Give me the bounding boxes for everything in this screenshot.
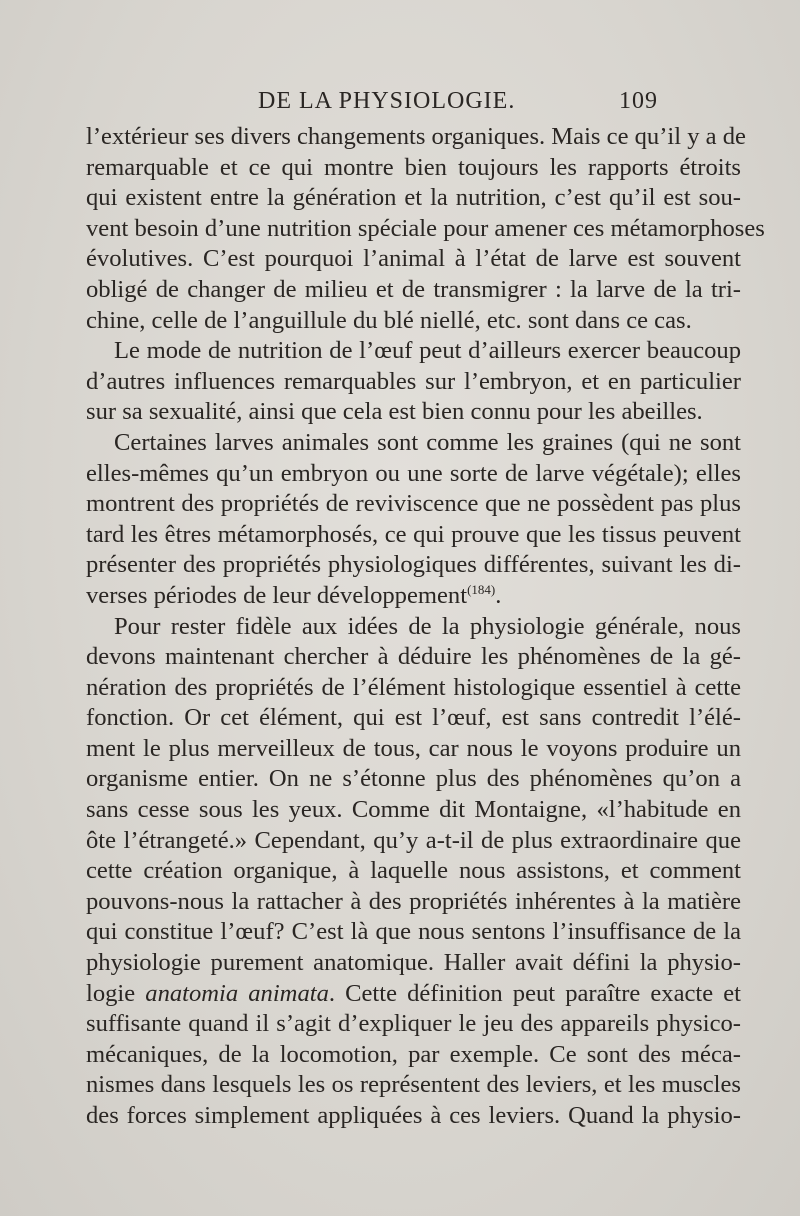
text-line: ment le plus merveilleux de tous, car nous le voyons produire un bbox=[86, 734, 741, 762]
paragraph-3 bbox=[86, 428, 741, 612]
text-line: qui existent entre la génération et la nutrition, c’est qu’il est sou- bbox=[86, 184, 741, 212]
text-line: Certaines larves animales sont comme les graines (qui ne sont bbox=[114, 428, 741, 456]
paragraph-2 bbox=[86, 336, 741, 428]
text-line: suffisante quand il s’agit d’expliquer le jeu des appareils physico- bbox=[86, 1010, 741, 1038]
text-line: chine, celle de l’anguillule du blé niellé, etc. sont dans ce cas. bbox=[86, 306, 692, 334]
text-line: tard les êtres métamorphosés, ce qui prouve que les tissus peuvent bbox=[86, 520, 741, 548]
text-line: obligé de changer de milieu et de transmigrer : la larve de la tri- bbox=[86, 275, 741, 303]
text-line: sur sa sexualité, ainsi que cela est bien connu pour les abeilles. bbox=[86, 398, 703, 426]
paragraph-1 bbox=[86, 122, 765, 336]
text-line: fonction. Or cet élément, qui est l’œuf, est sans contredit l’élé- bbox=[86, 704, 741, 732]
text-line: organisme entier. On ne s’étonne plus des phénomènes qu’on a bbox=[86, 765, 741, 793]
footnote-reference[interactable]: (184) bbox=[467, 581, 496, 597]
running-title: DE LA PHYSIOLOGIE. bbox=[258, 88, 516, 114]
text-line: d’autres influences remarquables sur l’embryon, et en particulier bbox=[86, 367, 741, 395]
text-line: montrent des propriétés de reviviscence que ne possèdent pas plus bbox=[86, 490, 741, 518]
text-line: vent besoin d’une nutrition spéciale pour amener ces métamorphoses bbox=[86, 214, 765, 242]
text-line: présenter des propriétés physiologiques différentes, suivant les di- bbox=[86, 551, 741, 579]
text-line: remarquable et ce qui montre bien toujours les rapports étroits bbox=[86, 153, 741, 181]
paragraph-4 bbox=[86, 612, 741, 1132]
text-line-content: verses périodes de leur développement bbox=[86, 581, 468, 609]
text-line: elles-mêmes qu’un embryon ou une sorte de larve végétale); elles bbox=[86, 459, 741, 487]
text-line: l’extérieur ses divers changements organiques. Mais ce qu’il y a de bbox=[86, 123, 746, 150]
text-line: Le mode de nutrition de l’œuf peut d’ailleurs exercer beaucoup bbox=[114, 337, 741, 365]
body-text bbox=[86, 122, 765, 1132]
text-line: nération des propriétés de l’élément histologique essentiel à cette bbox=[86, 673, 741, 701]
page-number: 109 bbox=[619, 88, 658, 114]
text-line: cette création organique, à laquelle nous assistons, et comment bbox=[86, 857, 741, 885]
text-line: qui constitue l’œuf? C’est là que nous sentons l’insuffisance de la bbox=[86, 918, 741, 946]
text-line-start: logie bbox=[86, 979, 146, 1007]
end-punctuation: . bbox=[495, 581, 502, 609]
text-line: nismes dans lesquels les os représentent des leviers, et les muscles bbox=[86, 1071, 741, 1099]
page-header bbox=[258, 88, 658, 118]
text-line bbox=[86, 979, 741, 1010]
text-line: Pour rester fidèle aux idées de la physiologie générale, nous bbox=[114, 612, 741, 640]
text-line: devons maintenant chercher à déduire les phénomènes de la gé- bbox=[86, 643, 741, 671]
latin-term: anatomia animata bbox=[145, 979, 329, 1007]
text-line: des forces simplement appliquées à ces leviers. Quand la physio- bbox=[86, 1102, 741, 1129]
text-line: physiologie purement anatomique. Haller avait défini la physio- bbox=[86, 949, 741, 977]
text-line: ôte l’étrangeté.» Cependant, qu’y a-t-il de plus extraordinaire que bbox=[86, 826, 741, 854]
text-line: évolutives. C’est pourquoi l’animal à l’état de larve est souvent bbox=[86, 245, 741, 273]
text-line: sans cesse sous les yeux. Comme dit Montaigne, «l’habitude en bbox=[86, 796, 741, 824]
text-line: mécaniques, de la locomotion, par exemple. Ce sont des méca- bbox=[86, 1040, 741, 1068]
text-line bbox=[86, 581, 741, 612]
text-line: pouvons-nous la rattacher à des propriétés inhérentes à la matière bbox=[86, 887, 741, 915]
text-line-end: . Cette définition peut paraître exacte et bbox=[328, 979, 741, 1007]
